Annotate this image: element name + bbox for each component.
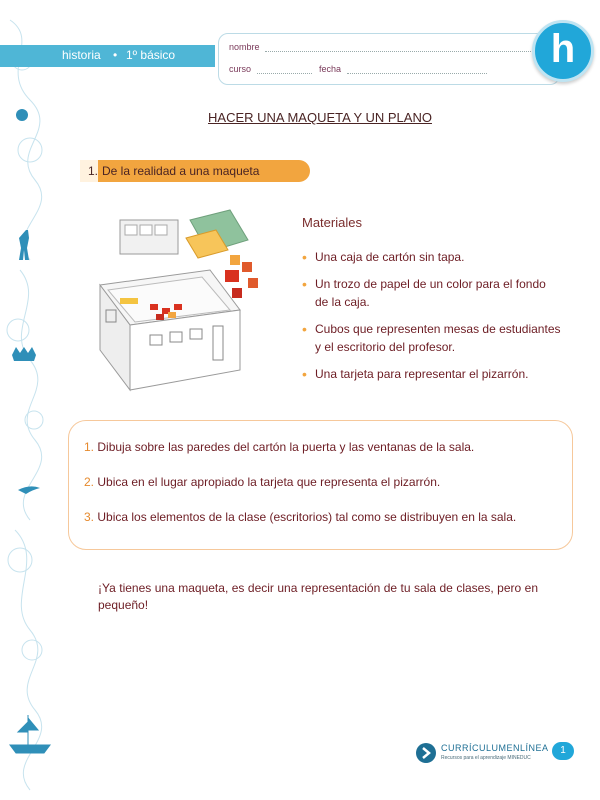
list-item: • Un trozo de papel de un color para el fondo de la caja. [302,275,562,311]
list-item: • Una tarjeta para representar el pizarrón. [302,365,562,383]
step-text: Ubica los elementos de la clase (escritorios) tal como se distribuyen en la sala. [97,510,517,524]
name-field[interactable] [265,51,535,52]
course-field[interactable] [257,73,312,74]
paper-image [186,210,248,258]
step-number: 1. [84,440,95,454]
feather-icon [18,486,40,494]
section-title: De la realidad a una maqueta [102,164,260,178]
section-heading [80,160,310,182]
chevron-logo-icon [415,742,437,764]
step-1 [84,440,474,454]
ship-icon [10,715,50,753]
materials-title: Materiales [302,215,362,230]
subject-band [0,45,215,67]
crown-icon [12,347,36,361]
name-label: nombre [229,42,260,52]
h-logo: h [532,20,594,82]
section-number: 1. [80,160,98,182]
page-title: HACER UNA MAQUETA Y UN PLANO [208,110,432,125]
brand-name: CURRÍCULUMENLÍNEA [441,743,549,753]
step-text: Ubica en el lugar apropiado la tarjeta que representa el pizarrón. [97,475,441,489]
page-number: 1 [552,742,574,760]
curriculum-logo [415,740,549,766]
step-2 [84,475,440,489]
step-3 [84,510,516,524]
cardboard-box-image [100,270,240,390]
brand-tagline: Recursos para el aprendizaje MINEDUC [441,755,531,761]
separator: • [113,48,118,62]
list-item: • Una caja de cartón sin tapa. [302,248,562,266]
list-item: • Cubos que representen mesas de estudiantes y el escritorio del profesor. [302,320,562,356]
classroom-model-illustration [90,200,290,400]
step-text: Dibuja sobre las paredes del cartón la puerta y las ventanas de la sala. [97,440,475,454]
step-number: 2. [84,475,95,489]
date-field[interactable] [347,73,487,74]
closing-text: ¡Ya tienes una maqueta, es decir una representación de tu sala de clases, pero en pequeño! [98,581,538,612]
step-number: 3. [84,510,95,524]
materials-list [302,248,562,392]
grade-label: 1º básico [126,48,176,62]
soldier-icon [19,230,29,260]
course-label: curso [229,64,252,74]
student-form [218,33,560,85]
date-label: fecha [319,64,342,74]
card-image [120,220,178,254]
subject-label: historia [62,48,101,62]
